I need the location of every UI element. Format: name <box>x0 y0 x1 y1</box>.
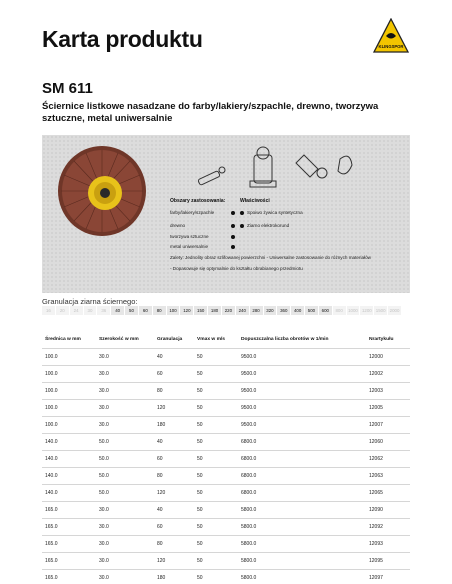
table-cell: 50 <box>197 541 203 547</box>
table-cell: 50.0 <box>99 456 109 462</box>
table-cell: 50 <box>197 456 203 462</box>
table-cell: 165.0 <box>45 507 58 513</box>
table-cell: 100.0 <box>45 371 58 377</box>
grit-cell: 320 <box>264 306 278 315</box>
table-cell: 140.0 <box>45 439 58 445</box>
table-cell: 50 <box>197 439 203 445</box>
grit-cell: 30 <box>84 306 98 315</box>
table-cell: 6800.0 <box>241 456 257 462</box>
table-cell: 30.0 <box>99 405 109 411</box>
grit-label: Granulacja ziarna ściernego: <box>42 297 138 306</box>
table-cell: 80 <box>157 473 163 479</box>
table-cell: 50 <box>197 558 203 564</box>
table-cell: 12090 <box>369 507 383 513</box>
application-tools-image <box>192 145 362 193</box>
grit-cell: 500 <box>305 306 319 315</box>
table-cell: 12003 <box>369 388 383 394</box>
table-row <box>42 417 410 434</box>
table-cell: 12062 <box>369 456 383 462</box>
column-header: Szerokość w mm <box>99 337 139 342</box>
properties-heading: Właściwości <box>240 198 270 204</box>
table-cell: 9500.0 <box>241 405 257 411</box>
table-cell: 9500.0 <box>241 371 257 377</box>
application-item: farby/lakiery/szpachle <box>170 210 215 215</box>
column-header: Dopuszczalna liczba obrotów w 1/min <box>241 337 329 342</box>
grit-cell: 280 <box>250 306 264 315</box>
column-header: Średnica w mm <box>45 337 81 342</box>
table-cell: 12000 <box>369 354 383 360</box>
table-cell: 5800.0 <box>241 524 257 530</box>
grit-cell: 220 <box>222 306 236 315</box>
application-item: metal uniwersalnie <box>170 244 209 249</box>
grit-cell: 1200 <box>360 306 374 315</box>
grit-cell: 20 <box>56 306 70 315</box>
table-cell: 180 <box>157 422 166 428</box>
table-cell: 9500.0 <box>241 354 257 360</box>
column-header: Nrartykułu <box>369 337 394 342</box>
table-cell: 50 <box>197 354 203 360</box>
bullet-dot-icon <box>231 224 235 228</box>
bullet-dot-icon <box>240 224 244 228</box>
grit-cell: 36 <box>97 306 111 315</box>
grit-cell: 400 <box>291 306 305 315</box>
table-cell: 140.0 <box>45 473 58 479</box>
table-cell: 100.0 <box>45 422 58 428</box>
grit-cell: 1500 <box>374 306 388 315</box>
table-cell: 80 <box>157 541 163 547</box>
table-cell: 6800.0 <box>241 490 257 496</box>
table-row <box>42 434 410 451</box>
table-cell: 6800.0 <box>241 473 257 479</box>
table-cell: 50 <box>197 371 203 377</box>
table-cell: 50 <box>197 388 203 394</box>
grit-cell: 16 <box>42 306 56 315</box>
application-item: drewno <box>170 223 186 228</box>
table-cell: 6800.0 <box>241 439 257 445</box>
bullet-dot-icon <box>231 245 235 249</box>
table-cell: 12097 <box>369 575 383 581</box>
grit-scale <box>42 306 402 315</box>
grit-cell: 150 <box>194 306 208 315</box>
table-row <box>42 519 410 536</box>
column-header: Vmax w m/s <box>197 337 225 342</box>
grit-cell: 60 <box>139 306 153 315</box>
table-cell: 30.0 <box>99 422 109 428</box>
table-cell: 50 <box>197 473 203 479</box>
logo-text: KLINGSPOR <box>378 44 404 49</box>
column-header: Granulacja <box>157 337 183 342</box>
grit-cell: 800 <box>333 306 347 315</box>
grit-cell: 50 <box>125 306 139 315</box>
product-info-panel <box>42 135 410 293</box>
grit-cell: 1000 <box>347 306 361 315</box>
table-cell: 30.0 <box>99 354 109 360</box>
application-item: tworzywa sztuczne <box>170 234 209 239</box>
table-cell: 12060 <box>369 439 383 445</box>
table-cell: 30.0 <box>99 507 109 513</box>
table-cell: 50.0 <box>99 490 109 496</box>
product-code: SM 611 <box>42 80 93 97</box>
table-cell: 30.0 <box>99 371 109 377</box>
table-cell: 100.0 <box>45 354 58 360</box>
table-cell: 165.0 <box>45 524 58 530</box>
grit-cell: 360 <box>277 306 291 315</box>
table-cell: 40 <box>157 439 163 445</box>
table-cell: 50 <box>197 405 203 411</box>
grit-cell: 2000 <box>388 306 402 315</box>
table-cell: 50.0 <box>99 439 109 445</box>
grit-cell: 80 <box>153 306 167 315</box>
table-row <box>42 570 410 584</box>
table-cell: 12007 <box>369 422 383 428</box>
grit-cell: 100 <box>167 306 181 315</box>
table-row <box>42 349 410 366</box>
product-description: Ściernice listkowe nasadzane do farby/lakiery/szpachle, drewno, tworzywa sztuczne, metal uniwersalnie <box>42 101 379 124</box>
table-cell: 165.0 <box>45 541 58 547</box>
table-cell: 5800.0 <box>241 575 257 581</box>
applications-heading: Obszary zastosowania: <box>170 198 226 204</box>
bullet-dot-icon <box>240 211 244 215</box>
table-cell: 100.0 <box>45 388 58 394</box>
table-cell: 9500.0 <box>241 388 257 394</box>
table-cell: 12093 <box>369 541 383 547</box>
table-cell: 12095 <box>369 558 383 564</box>
table-cell: 50 <box>197 490 203 496</box>
specification-table <box>42 335 410 584</box>
table-cell: 30.0 <box>99 541 109 547</box>
property-item: Spoiwo żywica syntetyczna <box>247 210 303 215</box>
table-cell: 12002 <box>369 371 383 377</box>
table-cell: 5800.0 <box>241 541 257 547</box>
grit-cell: 120 <box>180 306 194 315</box>
table-cell: 100.0 <box>45 405 58 411</box>
table-cell: 120 <box>157 490 166 496</box>
table-cell: 140.0 <box>45 456 58 462</box>
table-row <box>42 383 410 400</box>
advantages-note: Zalety: Jednolity obraz szlifowanej powierzchni - Uniwersalne zastosowanie do różnych materiałów <box>170 255 371 260</box>
property-item: Ziarno elektrokorund <box>247 223 290 228</box>
page-title: Karta produktu <box>42 26 203 52</box>
grit-cell: 180 <box>208 306 222 315</box>
table-cell: 30.0 <box>99 388 109 394</box>
table-cell: 12005 <box>369 405 383 411</box>
table-cell: 40 <box>157 507 163 513</box>
table-cell: 50 <box>197 507 203 513</box>
flap-wheel-image <box>50 141 150 241</box>
table-cell: 9500.0 <box>241 422 257 428</box>
table-cell: 30.0 <box>99 524 109 530</box>
table-cell: 50.0 <box>99 473 109 479</box>
table-row <box>42 366 410 383</box>
table-cell: 30.0 <box>99 575 109 581</box>
table-row <box>42 536 410 553</box>
table-row <box>42 451 410 468</box>
grit-cell: 600 <box>319 306 333 315</box>
table-cell: 12063 <box>369 473 383 479</box>
table-cell: 120 <box>157 558 166 564</box>
table-cell: 60 <box>157 371 163 377</box>
table-cell: 60 <box>157 456 163 462</box>
table-cell: 60 <box>157 524 163 530</box>
table-row <box>42 400 410 417</box>
table-cell: 165.0 <box>45 575 58 581</box>
bullet-dot-icon <box>231 211 235 215</box>
table-cell: 50 <box>197 575 203 581</box>
table-cell: 140.0 <box>45 490 58 496</box>
table-cell: 50 <box>197 524 203 530</box>
table-row <box>42 468 410 485</box>
bullet-dot-icon <box>231 235 235 239</box>
table-cell: 12092 <box>369 524 383 530</box>
table-cell: 5800.0 <box>241 558 257 564</box>
table-row <box>42 502 410 519</box>
table-row <box>42 553 410 570</box>
table-cell: 80 <box>157 388 163 394</box>
grit-cell: 240 <box>236 306 250 315</box>
grit-cell: 40 <box>111 306 125 315</box>
table-cell: 50 <box>197 422 203 428</box>
grit-cell: 24 <box>70 306 84 315</box>
table-cell: 165.0 <box>45 558 58 564</box>
table-cell: 120 <box>157 405 166 411</box>
table-cell: 180 <box>157 575 166 581</box>
table-cell: 5800.0 <box>241 507 257 513</box>
advantages-note: - Dopasowuje się optymalnie do kształtu obrabianego przedmiotu <box>170 266 303 271</box>
table-cell: 12065 <box>369 490 383 496</box>
table-header-row <box>42 335 410 349</box>
table-cell: 30.0 <box>99 558 109 564</box>
table-cell: 40 <box>157 354 163 360</box>
table-row <box>42 485 410 502</box>
klingspor-logo <box>373 18 409 54</box>
